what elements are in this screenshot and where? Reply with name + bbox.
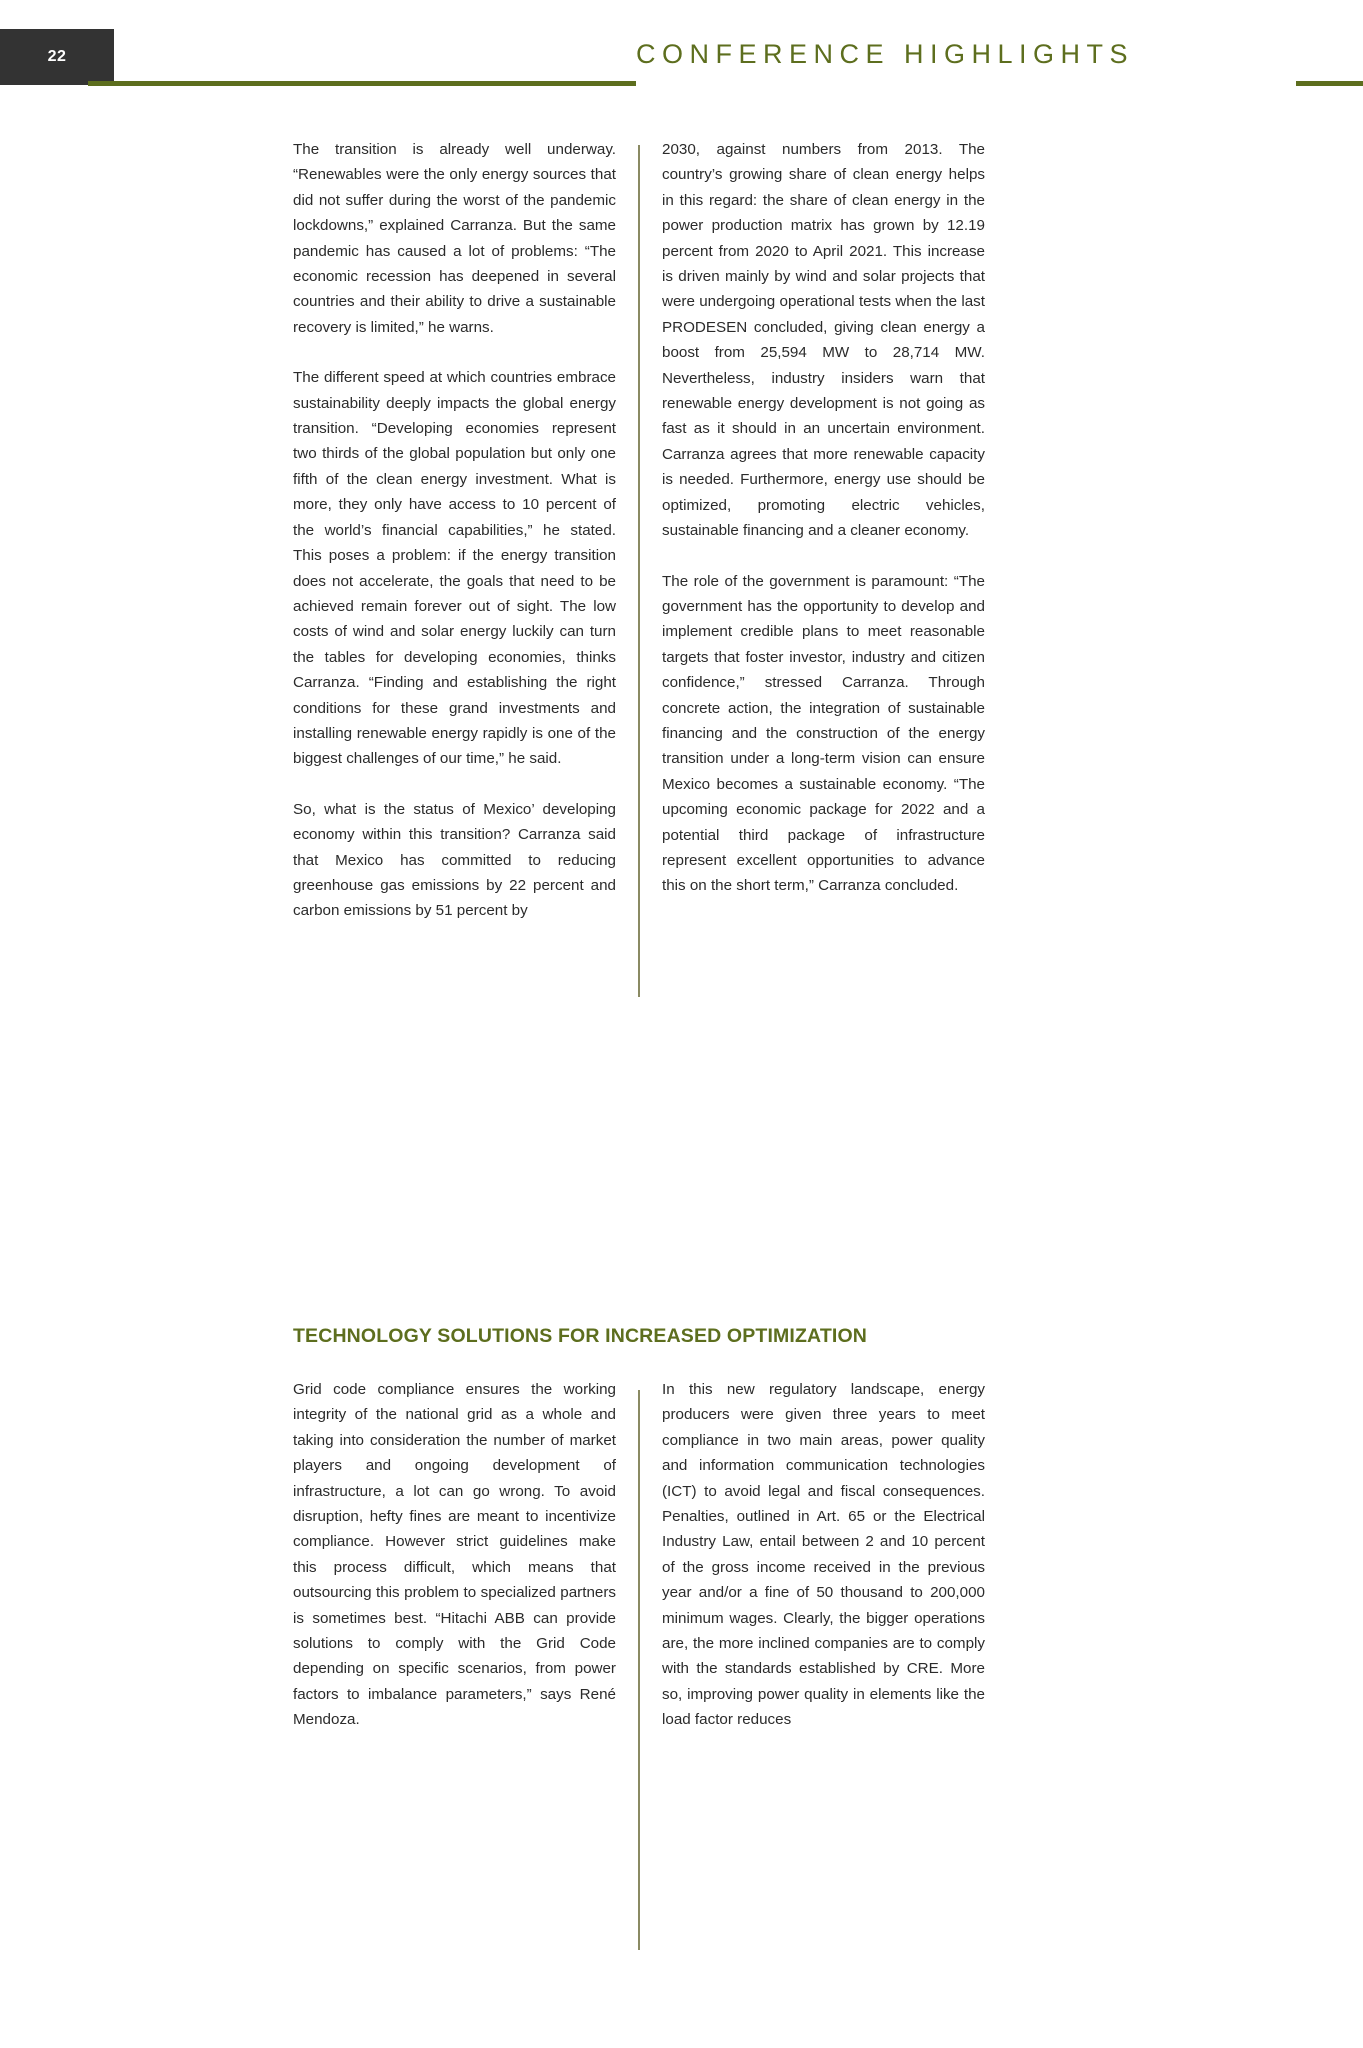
paragraph: 2030, against numbers from 2013. The country’s growing share of clean energy helps in this regard: the share of clean energy in the power production matrix has grown by 12.19 percent from 2020 to April 2021. This increase is driven mainly by wind and solar projects that were undergoing operational tests when the last PRODESEN concluded, giving clean energy a boost from 25,594 MW to 28,714 MW. Nevertheless, industry insiders warn that renewable energy development is not going as fast as it should in an uncertain environment. Carranza agrees that more renewable capacity is needed. Furthermore, energy use should be optimized, promoting electric vehicles, sustainable financing and a cleaner economy. — [662, 141, 985, 540]
paragraph: In this new regulatory landscape, energy producers were given three years to meet compliance in two main areas, power quality and information communication technologies (ICT) to avoid legal and fiscal consequences. Penalties, outlined in Art. 65 or the Electrical Industry Law, entail between 2 and 10 percent of the gross income received in the previous year and/or a fine of 50 thousand to 200,000 minimum wages. Clearly, the bigger operations are, the more inclined companies are to comply with the standards established by CRE. More so, improving power quality in elements like the load factor reduces — [662, 1381, 985, 1729]
paragraph: The different speed at which countries embrace sustainability deeply impacts the global energy transition. “Developing economies represent two thirds of the global population but only one fifth of the clean energy investment. What is more, they only have access to 10 percent of the world’s financial capabilities,” he stated. This poses a problem: if the energy transition does not accelerate, the goals that need to be achieved remain forever out of sight. The low costs of wind and solar energy luckily can turn the tables for developing economies, thinks Carranza. “Finding and establishing the right conditions for these grand investments and installing renewable energy rapidly is one of the biggest challenges of our time,” he said. — [293, 369, 616, 768]
bottom-section-right-column — [662, 1377, 985, 1733]
paragraph: So, what is the status of Mexico’ developing economy within this transition? Carranza said that Mexico has committed to reducing greenhouse gas emissions by 22 percent and carbon emissions by 51 percent by — [293, 800, 616, 920]
column-divider-bottom — [638, 1390, 640, 1950]
bottom-section-left-column — [293, 1377, 616, 1733]
top-section-left-column — [293, 137, 616, 924]
paragraph: The transition is already well underway. “Renewables were the only energy sources that did not suffer during the worst of the pandemic lockdowns,” explained Carranza. But the same pandemic has caused a lot of problems: “The economic recession has deepened in several countries and their ability to drive a sustainable recovery is limited,” he warns. — [293, 141, 616, 336]
paragraph: The role of the government is paramount: “The government has the opportunity to develop and implement credible plans to meet reasonable targets that foster investor, industry and citizen confidence,” stressed Carranza. Through concrete action, the integration of sustainable financing and the construction of the energy transition under a long-term vision can ensure Mexico becomes a sustainable economy. “The upcoming economic package for 2022 and a potential third package of infrastructure represent excellent opportunities to advance this on the short term,” Carranza concluded. — [662, 572, 985, 895]
section-heading: TECHNOLOGY SOLUTIONS FOR INCREASED OPTIMIZATION — [293, 1325, 868, 1347]
top-section-right-column — [662, 137, 985, 899]
page-number: 22 — [47, 48, 67, 65]
paragraph: Grid code compliance ensures the working integrity of the national grid as a whole and taking into consideration the number of market players and ongoing development of infrastructure, a lot can go wrong. To avoid disruption, hefty fines are meant to incentivize compliance. However strict guidelines make this process difficult, which means that outsourcing this problem to specialized partners is sometimes best. “Hitachi ABB can provide solutions to comply with the Grid Code depending on specific scenarios, from power factors to imbalance parameters,” says René Mendoza. — [293, 1381, 616, 1729]
page-title: CONFERENCE HIGHLIGHTS — [636, 39, 1135, 69]
column-divider-top — [638, 145, 640, 997]
